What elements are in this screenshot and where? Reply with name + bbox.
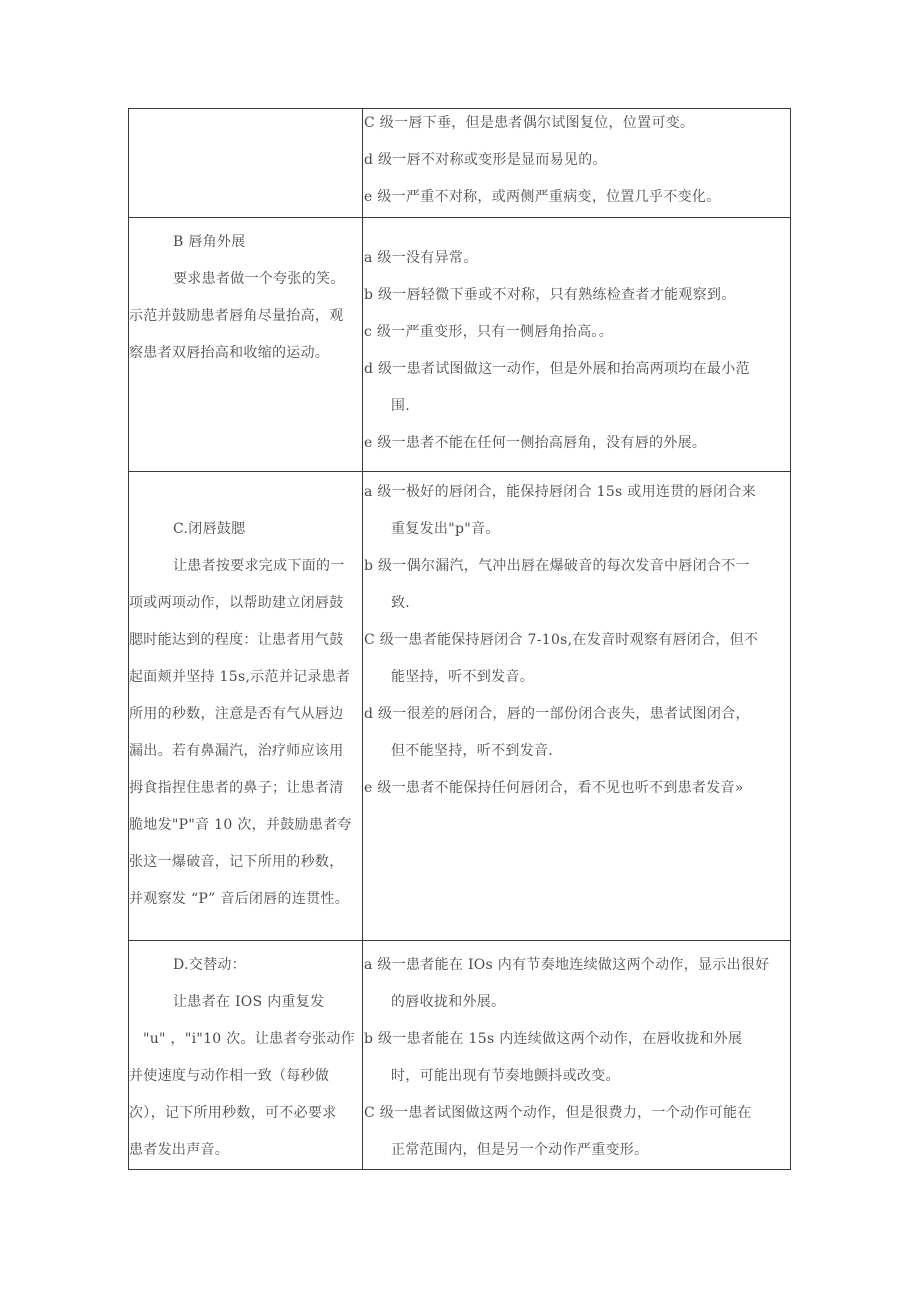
- item-body-line: 张这一爆破音，记下所用的秒数，: [129, 854, 344, 870]
- grade-line: b 级一患者能在 15s 内连续做这两个动作，在唇收拢和外展: [364, 1031, 743, 1047]
- item-body-line: 并使速度与动作相一致（每秒做: [129, 1068, 330, 1084]
- grade-line: d 级一患者试图做这一动作，但是外展和抬高两项均在最小范: [364, 361, 750, 377]
- item-description-cell: [129, 109, 363, 218]
- table-row: [129, 109, 791, 218]
- grade-line: d 级一唇不对称或变形是显而易见的。: [364, 152, 607, 168]
- item-title: B 唇角外展: [173, 234, 246, 250]
- item-body-line: 要求患者做一个夸张的笑。: [173, 271, 345, 287]
- grade-line: d 级一很差的唇闭合，唇的一部份闭合丧失，患者试图闭合，: [364, 706, 750, 722]
- item-body-line: "u" ，"i"10 次。让患者夸张动作: [143, 1031, 355, 1047]
- grade-line: C 级一患者试图做这两个动作，但是很费力，一个动作可能在: [364, 1105, 752, 1121]
- item-body-line: 起面颊并坚持 15s,示范并记录患者: [129, 669, 351, 685]
- item-body-line: 并观察发 “P” 音后闭唇的连贯性。: [129, 891, 350, 907]
- grade-criteria-cell: [363, 109, 791, 218]
- grade-criteria-cell: [363, 941, 791, 1170]
- grade-line: C 级一唇下垂，但是患者偶尔试图复位，位置可变。: [364, 115, 695, 131]
- grade-line: C 级一患者能保持唇闭合 7-10s,在发音时观察有唇闭合，但不: [364, 632, 759, 648]
- item-description-cell: [129, 941, 363, 1170]
- grade-line: b 级一唇轻微下垂或不对称，只有熟练检查者才能观察到。: [364, 287, 736, 303]
- item-body-line: 让患者在 IOS 内重复发: [173, 994, 325, 1010]
- item-description-cell: [129, 218, 363, 472]
- grade-line-continuation: 重复发出"p"音。: [391, 521, 500, 537]
- grade-line-continuation: 能坚持，听不到发音。: [391, 669, 534, 685]
- item-body-line: 让患者按要求完成下面的一: [173, 558, 345, 574]
- grade-line: a 级一极好的唇闭合，能保持唇闭合 15s 或用连贯的唇闭合来: [364, 484, 756, 500]
- grade-line-continuation: 时，可能出现有节奏地颤抖或改变。: [391, 1068, 620, 1084]
- item-title: C.闭唇鼓腮: [173, 521, 246, 537]
- grade-criteria-cell: [363, 218, 791, 472]
- grade-line: e 级一患者不能保持任何唇闭合，看不见也听不到患者发音»: [364, 780, 744, 796]
- item-description-cell: [129, 472, 363, 941]
- item-body-line: 所用的秒数，注意是否有气从唇边: [129, 706, 344, 722]
- item-body-line: 患者发出声音。: [129, 1142, 230, 1158]
- grade-line: c 级一严重变形，只有一侧唇角抬高。。: [364, 324, 613, 340]
- table-row: [129, 218, 791, 472]
- grade-line: e 级一严重不对称，或两侧严重病变，位置几乎不变化。: [364, 189, 721, 205]
- item-body-line: 项或两项动作，以帮助建立闭唇鼓: [129, 595, 344, 611]
- grade-criteria-cell: [363, 472, 791, 941]
- item-body-line: 次），记下所用秒数，可不必要求: [129, 1105, 337, 1121]
- item-body-line: 示范并鼓励患者唇角尽量抬高，观: [129, 308, 344, 324]
- item-body-line: 察患者双唇抬高和收缩的运动。: [129, 345, 330, 361]
- item-body-line: 漏出。若有鼻漏汽，治疗师应该用: [129, 743, 344, 759]
- item-body-line: 拇食指捏住患者的鼻子；让患者清: [129, 780, 344, 796]
- grade-line-continuation: 的唇收拢和外展。: [391, 994, 506, 1010]
- grade-line-continuation: 致.: [391, 595, 411, 611]
- item-title: D.交替动：: [173, 957, 246, 973]
- grade-line-continuation: 围.: [391, 398, 411, 414]
- grade-line: e 级一患者不能在任何一侧抬高唇角，没有唇的外展。: [364, 435, 707, 451]
- grade-line-continuation: 但不能坚持，听不到发音.: [391, 743, 554, 759]
- item-body-line: 腮时能达到的程度：让患者用气鼓: [129, 632, 344, 648]
- item-body-line: 脆地发"P"音 10 次，并鼓励患者夸: [129, 817, 352, 833]
- grade-line: b 级一偶尔漏汽，气冲出唇在爆破音的每次发音中唇闭合不一: [364, 558, 750, 574]
- grade-line: a 级一患者能在 IOs 内有节奏地连续做这两个动作，显示出很好: [364, 957, 770, 973]
- table-row: [129, 472, 791, 941]
- table-row: [129, 941, 791, 1170]
- assessment-table: [128, 108, 791, 1170]
- grade-line: a 级一没有异常。: [364, 250, 478, 266]
- grade-line-continuation: 正常范围内，但是另一个动作严重变形。: [391, 1142, 649, 1158]
